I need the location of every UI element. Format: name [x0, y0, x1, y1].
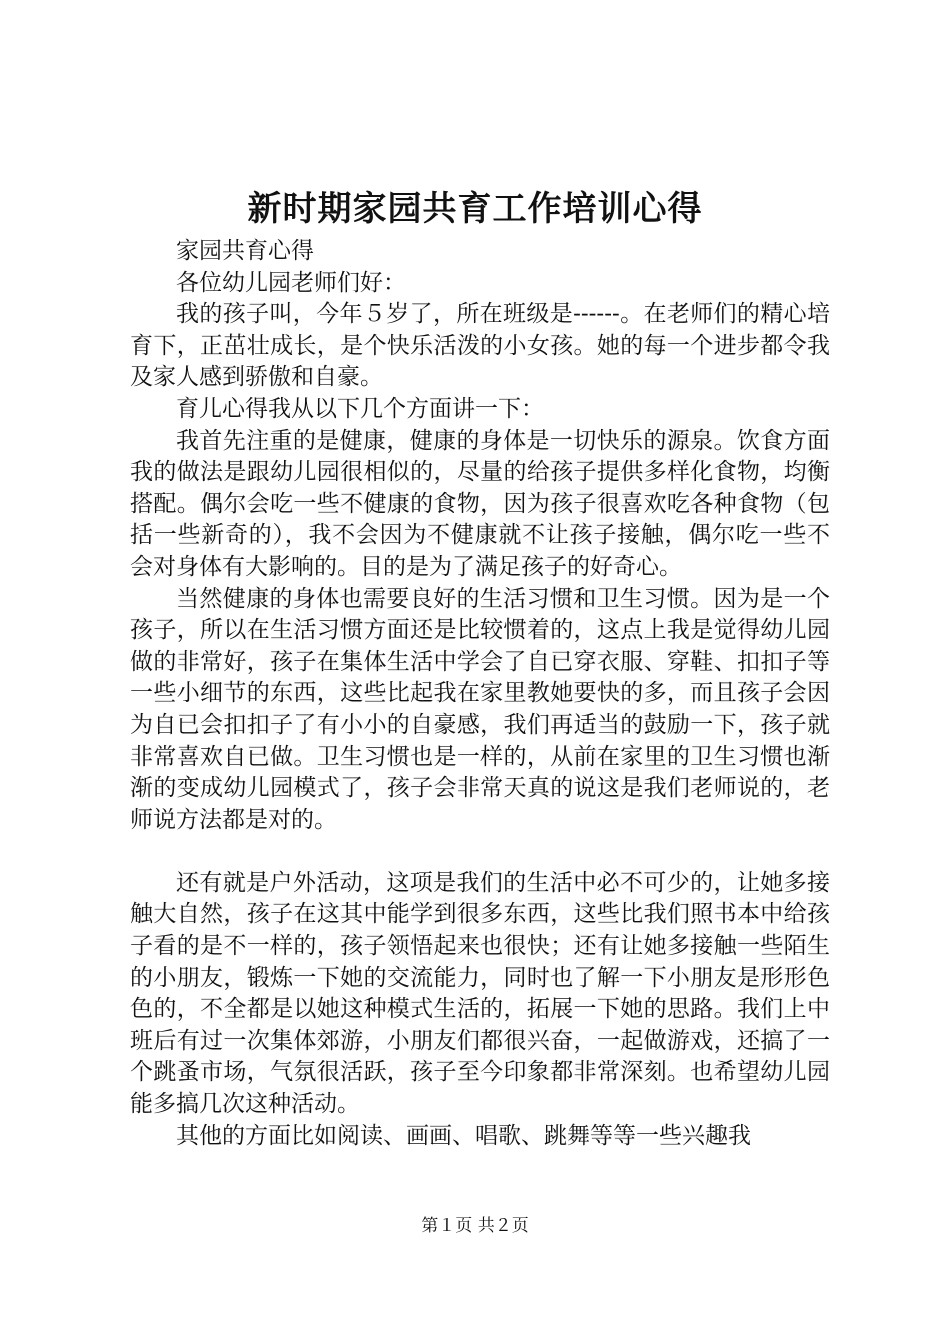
page-indicator: 第１页 共２页 [421, 1216, 529, 1236]
paragraph-greeting: 各位幼儿园老师们好： [176, 269, 406, 296]
paragraph-habits: 当然健康的身体也需要良好的生活习惯和卫生习惯。因为是一个孩子，所以在生活习惯方面还是比较惯着的，这点上我是觉得幼儿园做的非常好，孩子在集体生活中学会了自已穿衣服、穿鞋、扣扣子等一些小细节的东西，这些比起我在家里教她要快的多，而且孩子会因为自已会扣扣子了有小小的自豪感，我们再适当的鼓励一下，孩子就非常喜欢自已做。卫生习惯也是一样的，从前在家里的卫生习惯也渐渐的变成幼儿园模式了，孩子会非常天真的说这是我们老师说的，老师说方法都是对的。 [130, 585, 830, 833]
paragraph-outline: 育儿心得我从以下几个方面讲一下： [176, 395, 544, 422]
paragraph-outdoor: 还有就是户外活动，这项是我们的生活中必不可少的，让她多接触大自然，孩子在这其中能学到很多东西，这些比我们照书本中给孩子看的是不一样的，孩子领悟起来也很快；还有让她多接触一些陌生的小朋友，锻炼一下她的交流能力，同时也了解一下小朋友是形形色色的，不全都是以她这种模式生活的，拓展一下她的思路。我们上中班后有过一次集体郊游，小朋友们都很兴奋，一起做游戏，还搞了一个跳蚤市场，气氛很活跃，孩子至今印象都非常深刻。也希望幼儿园能多搞几次这种活动。 [130, 869, 830, 1118]
paragraph-heading: 家园共育心得 [176, 238, 314, 264]
document-title: 新时期家园共育工作培训心得 [247, 189, 703, 229]
document-body [130, 236, 830, 1152]
paragraph-health: 我首先注重的是健康，健康的身体是一切快乐的源泉。饮食方面我的做法是跟幼儿园很相似的，尽量的给孩子提供多样化食物，均衡搭配。偶尔会吃一些不健康的食物，因为孩子很喜欢吃各种食物（包括一些新奇的），我不会因为不健康就不让孩子接触，偶尔吃一些不会对身体有大影响的。目的是为了满足孩子的好奇心。 [130, 427, 830, 580]
paragraph-intro: 我的孩子叫，今年５岁了，所在班级是------。在老师们的精心培育下，正茁壮成长，是个快乐活泼的小女孩。她的每一个进步都令我及家人感到骄傲和自豪。 [130, 301, 830, 391]
paragraph-interests: 其他的方面比如阅读、画画、唱歌、跳舞等等一些兴趣我 [176, 1122, 751, 1149]
